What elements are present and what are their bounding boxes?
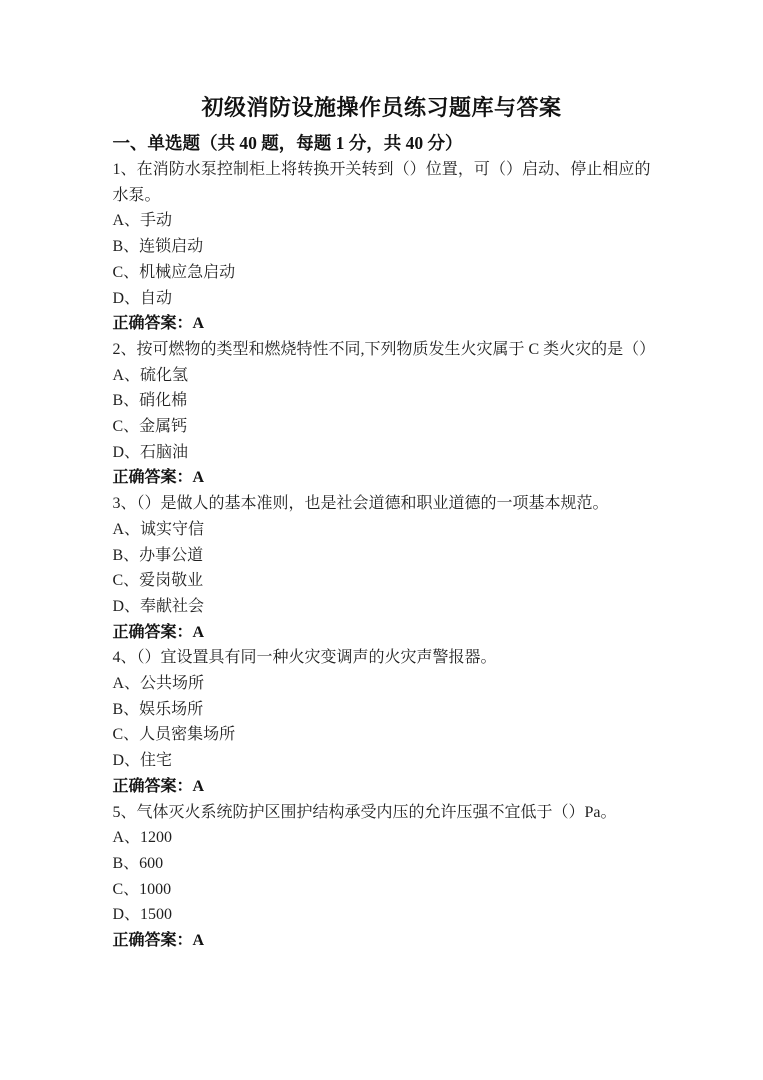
answer-label: 正确答案：	[112, 777, 193, 795]
section-heading: 一、单选题（共 40 题，每题 1 分，共 40 分）	[112, 133, 463, 153]
question-2	[112, 337, 656, 491]
question-option-d: D、住宅	[112, 752, 173, 770]
question-option-b: B、硝化棉	[112, 392, 188, 410]
question-option-c: C、1000	[112, 880, 172, 898]
answer-line	[113, 928, 651, 954]
answer-label: 正确答案：	[112, 469, 193, 487]
question-stem: 4、（）宜设置具有同一种火灾变调声的火灾声警报器。	[112, 649, 497, 667]
question-option-d: D、奉献社会	[112, 597, 205, 615]
question-option-a: A、公共场所	[112, 675, 205, 693]
answer-value: A	[192, 469, 205, 487]
question-stem: 3、（）是做人的基本准则，也是社会道德和职业道德的一项基本规范。	[112, 495, 609, 513]
question-stem: 5、气体灭火系统防护区围护结构承受内压的允许压强不宜低于（）Pa。	[112, 803, 617, 821]
question-option-a: A、手动	[112, 212, 173, 230]
answer-line	[113, 311, 651, 337]
document-content	[112, 0, 656, 954]
answer-value: A	[192, 623, 205, 641]
question-1	[113, 157, 651, 337]
question-option-c: C、机械应急启动	[112, 263, 236, 281]
question-3	[113, 491, 651, 645]
answer-value: A	[192, 315, 205, 333]
answer-label: 正确答案：	[112, 932, 193, 950]
question-option-d: D、石脑油	[112, 443, 189, 461]
answer-label: 正确答案：	[112, 315, 193, 333]
question-4	[113, 645, 651, 799]
answer-value: A	[192, 932, 205, 950]
question-option-b: B、娱乐场所	[112, 700, 204, 718]
question-option-d: D、自动	[112, 289, 173, 307]
answer-value: A	[192, 777, 205, 795]
page-title: 初级消防设施操作员练习题库与答案	[201, 95, 562, 120]
question-option-a: A、1200	[112, 829, 173, 847]
question-option-a: A、诚实守信	[112, 520, 205, 538]
question-stem: 2、按可燃物的类型和燃烧特性不同,下列物质发生火灾属于 C 类火灾的是（）	[112, 340, 656, 358]
question-option-c: C、人员密集场所	[112, 726, 236, 744]
question-option-b: B、连锁启动	[112, 238, 204, 256]
question-option-b: B、600	[112, 854, 164, 872]
answer-label: 正确答案：	[112, 623, 193, 641]
answer-line	[113, 774, 651, 800]
answer-line	[113, 465, 651, 491]
question-option-d: D、1500	[112, 906, 173, 924]
question-option-c: C、爱岗敬业	[112, 572, 204, 590]
question-5	[113, 800, 651, 954]
question-stem: 1、在消防水泵控制柜上将转换开关转到（）位置，可（）启动、停止相应的水泵。	[112, 161, 651, 204]
answer-line	[113, 620, 651, 646]
question-option-b: B、办事公道	[112, 546, 204, 564]
question-option-c: C、金属钙	[112, 418, 188, 436]
question-option-a: A、硫化氢	[112, 366, 189, 384]
